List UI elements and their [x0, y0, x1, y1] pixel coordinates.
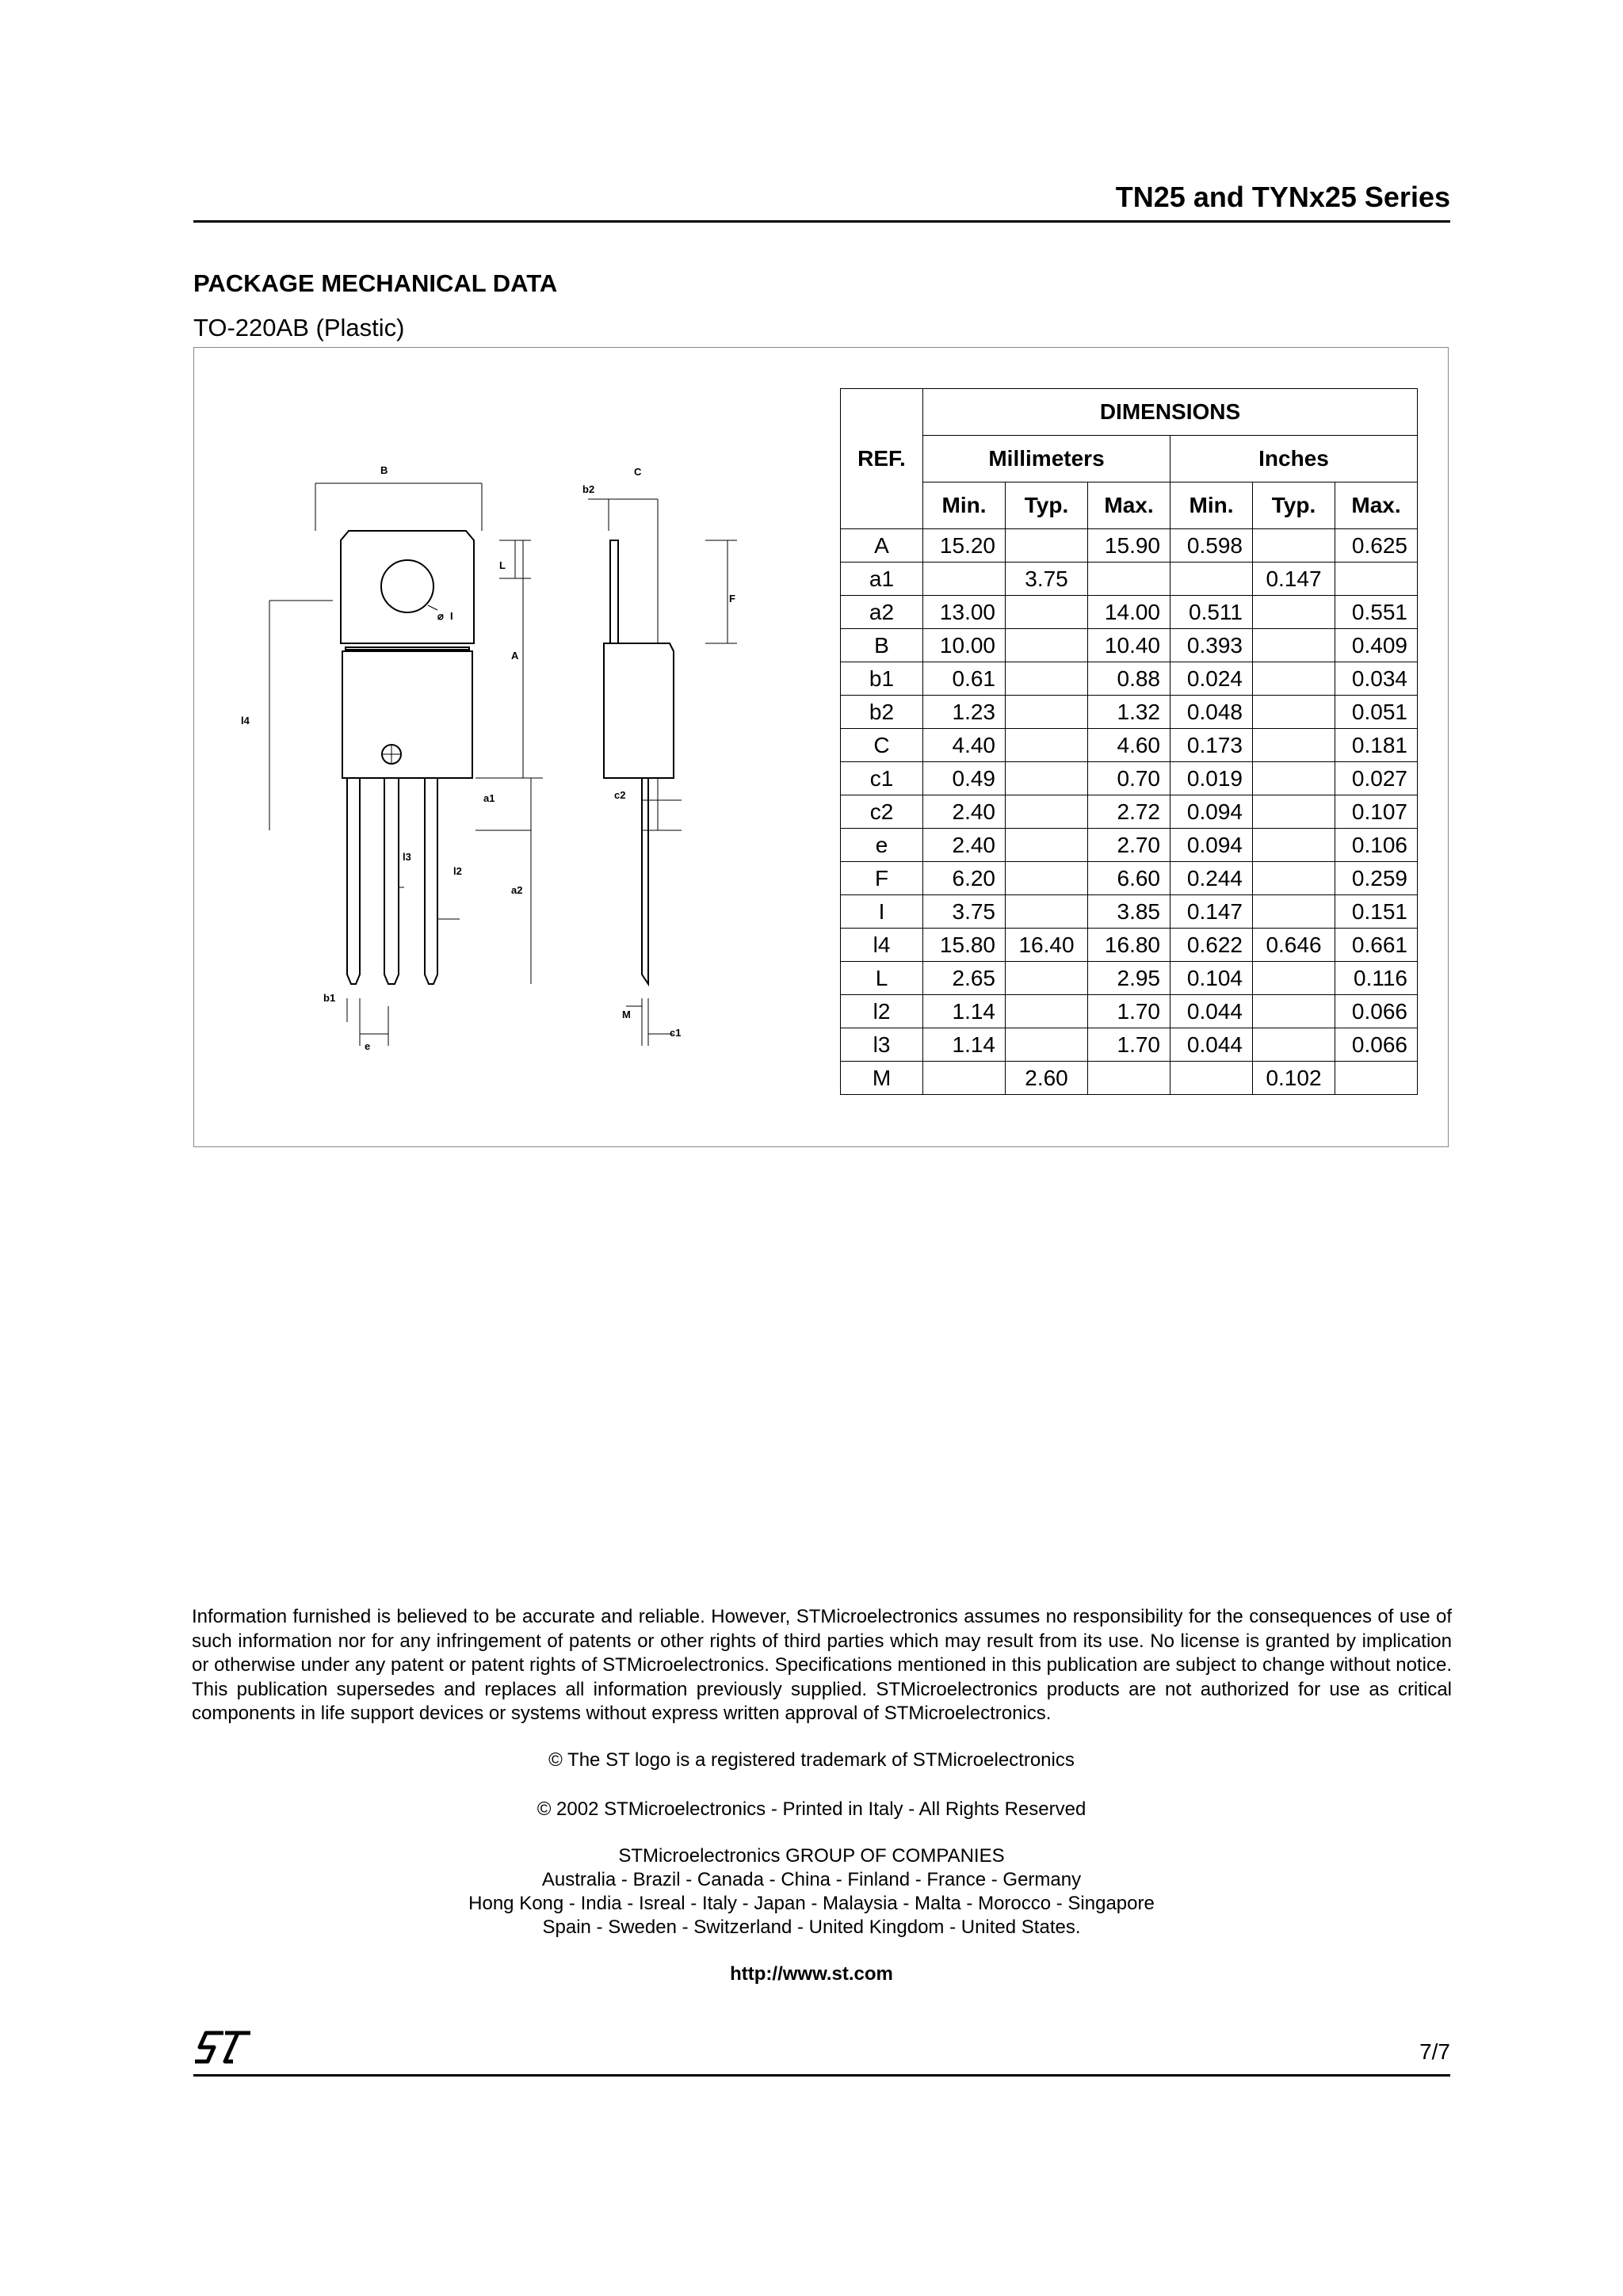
- ref-cell: l4: [841, 929, 923, 962]
- value-cell: 0.027: [1335, 762, 1418, 795]
- value-cell: 0.244: [1170, 862, 1253, 895]
- table-row: [841, 596, 1418, 629]
- value-cell: [1170, 1062, 1253, 1095]
- value-cell: 3.85: [1088, 895, 1170, 929]
- ref-cell: B: [841, 629, 923, 662]
- ref-cell: c1: [841, 762, 923, 795]
- value-cell: [1253, 662, 1335, 696]
- lead-left: [347, 778, 360, 984]
- value-cell: 2.72: [1088, 795, 1170, 829]
- value-cell: 0.61: [923, 662, 1006, 696]
- value-cell: [1253, 995, 1335, 1028]
- value-cell: [1006, 862, 1088, 895]
- value-cell: 0.259: [1335, 862, 1418, 895]
- value-cell: [1253, 729, 1335, 762]
- copyright-notice: © 2002 STMicroelectronics - Printed in Italy - All Rights Reserved: [537, 1798, 1086, 1820]
- value-cell: 0.044: [1170, 995, 1253, 1028]
- value-cell: 16.40: [1006, 929, 1088, 962]
- header-rule: [193, 220, 1450, 223]
- group-line: STMicroelectronics GROUP OF COMPANIES: [618, 1845, 1005, 1867]
- ref-cell: A: [841, 529, 923, 563]
- ref-cell: L: [841, 962, 923, 995]
- table-row: [841, 662, 1418, 696]
- value-cell: [1253, 962, 1335, 995]
- value-cell: 0.107: [1335, 795, 1418, 829]
- value-cell: 0.094: [1170, 795, 1253, 829]
- group-line: Spain - Sweden - Switzerland - United Kingdom - United States.: [542, 1917, 1081, 1938]
- table-row: [841, 795, 1418, 829]
- value-cell: [1253, 895, 1335, 929]
- value-cell: [1253, 829, 1335, 862]
- column-header: Typ.: [1253, 482, 1335, 529]
- value-cell: 13.00: [923, 596, 1006, 629]
- value-cell: 15.80: [923, 929, 1006, 962]
- value-cell: 2.60: [1006, 1062, 1088, 1095]
- value-cell: [1253, 762, 1335, 795]
- value-cell: 0.106: [1335, 829, 1418, 862]
- table-row: [841, 696, 1418, 729]
- table-row: [841, 862, 1418, 895]
- table-row: [841, 762, 1418, 795]
- value-cell: [1253, 696, 1335, 729]
- table-row: [841, 629, 1418, 662]
- value-cell: 16.80: [1088, 929, 1170, 962]
- column-header: Typ.: [1006, 482, 1088, 529]
- st-logo-icon: [193, 2028, 257, 2068]
- inches-header: Inches: [1170, 436, 1418, 482]
- value-cell: 0.625: [1335, 529, 1418, 563]
- ref-cell: c2: [841, 795, 923, 829]
- value-cell: 0.511: [1170, 596, 1253, 629]
- value-cell: 0.048: [1170, 696, 1253, 729]
- value-cell: 2.40: [923, 795, 1006, 829]
- mounting-hole: [381, 560, 433, 612]
- value-cell: [1253, 629, 1335, 662]
- label-c1: c1: [670, 1027, 682, 1039]
- value-cell: [1253, 862, 1335, 895]
- trademark-notice: © The ST logo is a registered trademark of STMicroelectronics: [548, 1749, 1075, 1771]
- legal-disclaimer: Information furnished is believed to be accurate and reliable. However, STMicroelectronics assumes no responsibility for the consequences of use of such information nor for any infringement of patents or other rights of third parties which may result from its use. No license is granted by implication or otherwise under any patent or patent rights of STMicroelectronics. Specifications mentioned in this publication are subject to change without notice. This publication supersedes and replaces all information previously supplied. STMicroelectronics products are not authorized for use as critical components in life support devices or systems without express written approval of STMicroelectronics.: [192, 1606, 1452, 1724]
- value-cell: 0.019: [1170, 762, 1253, 795]
- table-row: [841, 829, 1418, 862]
- value-cell: 0.173: [1170, 729, 1253, 762]
- value-cell: 0.88: [1088, 662, 1170, 696]
- website-link[interactable]: http://www.st.com: [730, 1963, 893, 1985]
- ref-cell: l3: [841, 1028, 923, 1062]
- value-cell: 2.40: [923, 829, 1006, 862]
- value-cell: 0.622: [1170, 929, 1253, 962]
- value-cell: 14.00: [1088, 596, 1170, 629]
- value-cell: 0.104: [1170, 962, 1253, 995]
- label-l3: l3: [403, 851, 411, 863]
- value-cell: [1006, 962, 1088, 995]
- table-row: [841, 929, 1418, 962]
- ref-cell: e: [841, 829, 923, 862]
- document-title: TN25 and TYNx25 Series: [1115, 181, 1450, 213]
- label-F: F: [729, 593, 735, 605]
- label-c2: c2: [614, 789, 626, 801]
- value-cell: 15.20: [923, 529, 1006, 563]
- dimensions-header: DIMENSIONS: [923, 389, 1418, 436]
- value-cell: 0.147: [1253, 563, 1335, 596]
- value-cell: [1006, 662, 1088, 696]
- tab-outline: [341, 531, 474, 643]
- ref-cell: I: [841, 895, 923, 929]
- column-header: Min.: [1170, 482, 1253, 529]
- lead-right: [425, 778, 437, 984]
- label-a2: a2: [511, 884, 523, 896]
- value-cell: [1006, 529, 1088, 563]
- group-line: Australia - Brazil - Canada - China - Finland - France - Germany: [541, 1869, 1082, 1890]
- value-cell: [1253, 529, 1335, 563]
- label-b2: b2: [582, 483, 595, 495]
- label-B: B: [380, 464, 388, 476]
- value-cell: 0.066: [1335, 995, 1418, 1028]
- value-cell: [1006, 829, 1088, 862]
- value-cell: 0.034: [1335, 662, 1418, 696]
- lead-middle: [384, 778, 399, 984]
- ref-cell: a2: [841, 596, 923, 629]
- value-cell: [1335, 1062, 1418, 1095]
- ref-cell: a1: [841, 563, 923, 596]
- value-cell: [1006, 762, 1088, 795]
- value-cell: [923, 1062, 1006, 1095]
- package-drawing: [230, 452, 769, 1070]
- side-tab: [610, 540, 618, 643]
- group-line: Hong Kong - India - Isreal - Italy - Japan - Malaysia - Malta - Morocco - Singapore: [468, 1893, 1155, 1914]
- table-row: [841, 529, 1418, 563]
- ref-cell: b2: [841, 696, 923, 729]
- ref-cell: M: [841, 1062, 923, 1095]
- value-cell: 10.00: [923, 629, 1006, 662]
- value-cell: 2.95: [1088, 962, 1170, 995]
- label-l4: l4: [241, 715, 250, 727]
- value-cell: 2.70: [1088, 829, 1170, 862]
- value-cell: [1006, 995, 1088, 1028]
- value-cell: [1006, 696, 1088, 729]
- ref-cell: C: [841, 729, 923, 762]
- value-cell: 4.40: [923, 729, 1006, 762]
- label-b1: b1: [323, 992, 336, 1004]
- value-cell: 1.14: [923, 1028, 1006, 1062]
- value-cell: 0.70: [1088, 762, 1170, 795]
- label-C: C: [634, 466, 642, 478]
- value-cell: 0.409: [1335, 629, 1418, 662]
- ref-cell: b1: [841, 662, 923, 696]
- table-row: [841, 1062, 1418, 1095]
- value-cell: [1088, 1062, 1170, 1095]
- value-cell: [1006, 1028, 1088, 1062]
- value-cell: 1.70: [1088, 1028, 1170, 1062]
- column-header: Max.: [1335, 482, 1418, 529]
- label-A: A: [511, 650, 519, 662]
- side-lead: [642, 778, 648, 984]
- value-cell: 0.102: [1253, 1062, 1335, 1095]
- value-cell: 2.65: [923, 962, 1006, 995]
- label-l2: l2: [453, 865, 462, 877]
- value-cell: 1.23: [923, 696, 1006, 729]
- value-cell: [1335, 563, 1418, 596]
- value-cell: 1.70: [1088, 995, 1170, 1028]
- value-cell: [1253, 1028, 1335, 1062]
- value-cell: 0.094: [1170, 829, 1253, 862]
- value-cell: 0.181: [1335, 729, 1418, 762]
- section-title: PACKAGE MECHANICAL DATA: [193, 269, 558, 297]
- ref-header: REF.: [841, 389, 923, 529]
- millimeters-header: Millimeters: [923, 436, 1170, 482]
- value-cell: 0.024: [1170, 662, 1253, 696]
- table-row: [841, 563, 1418, 596]
- value-cell: [1006, 795, 1088, 829]
- value-cell: 3.75: [923, 895, 1006, 929]
- value-cell: 0.598: [1170, 529, 1253, 563]
- label-M: M: [622, 1009, 631, 1020]
- value-cell: 0.551: [1335, 596, 1418, 629]
- value-cell: [1088, 563, 1170, 596]
- value-cell: 0.646: [1253, 929, 1335, 962]
- ref-cell: F: [841, 862, 923, 895]
- value-cell: 0.116: [1335, 962, 1418, 995]
- value-cell: [1253, 596, 1335, 629]
- value-cell: [923, 563, 1006, 596]
- package-name: TO-220AB (Plastic): [193, 314, 405, 341]
- column-header: Max.: [1088, 482, 1170, 529]
- group-of-companies: [0, 1844, 1623, 1939]
- value-cell: 0.044: [1170, 1028, 1253, 1062]
- label-a1: a1: [483, 792, 495, 804]
- value-cell: 0.051: [1335, 696, 1418, 729]
- ref-cell: l2: [841, 995, 923, 1028]
- value-cell: [1170, 563, 1253, 596]
- label-e: e: [365, 1040, 371, 1052]
- page-number: 7/7: [1419, 2039, 1450, 2064]
- side-body: [604, 643, 674, 778]
- value-cell: [1006, 729, 1088, 762]
- value-cell: 0.151: [1335, 895, 1418, 929]
- dimensions-table: [840, 388, 1418, 1095]
- table-row: [841, 895, 1418, 929]
- label-L: L: [499, 559, 506, 571]
- value-cell: [1006, 596, 1088, 629]
- value-cell: 15.90: [1088, 529, 1170, 563]
- value-cell: 0.661: [1335, 929, 1418, 962]
- value-cell: 1.32: [1088, 696, 1170, 729]
- value-cell: 6.60: [1088, 862, 1170, 895]
- value-cell: [1006, 629, 1088, 662]
- table-row: [841, 729, 1418, 762]
- value-cell: 0.147: [1170, 895, 1253, 929]
- dia-symbol: ⌀: [437, 610, 444, 622]
- value-cell: [1006, 895, 1088, 929]
- value-cell: 4.60: [1088, 729, 1170, 762]
- footer-rule: [193, 2074, 1450, 2077]
- label-I: I: [450, 610, 453, 622]
- value-cell: 0.066: [1335, 1028, 1418, 1062]
- table-row: [841, 1028, 1418, 1062]
- value-cell: 6.20: [923, 862, 1006, 895]
- value-cell: 1.14: [923, 995, 1006, 1028]
- table-row: [841, 962, 1418, 995]
- body-outline: [342, 651, 472, 778]
- value-cell: 0.49: [923, 762, 1006, 795]
- column-header: Min.: [923, 482, 1006, 529]
- table-row: [841, 995, 1418, 1028]
- value-cell: 0.393: [1170, 629, 1253, 662]
- value-cell: 10.40: [1088, 629, 1170, 662]
- value-cell: [1253, 795, 1335, 829]
- value-cell: 3.75: [1006, 563, 1088, 596]
